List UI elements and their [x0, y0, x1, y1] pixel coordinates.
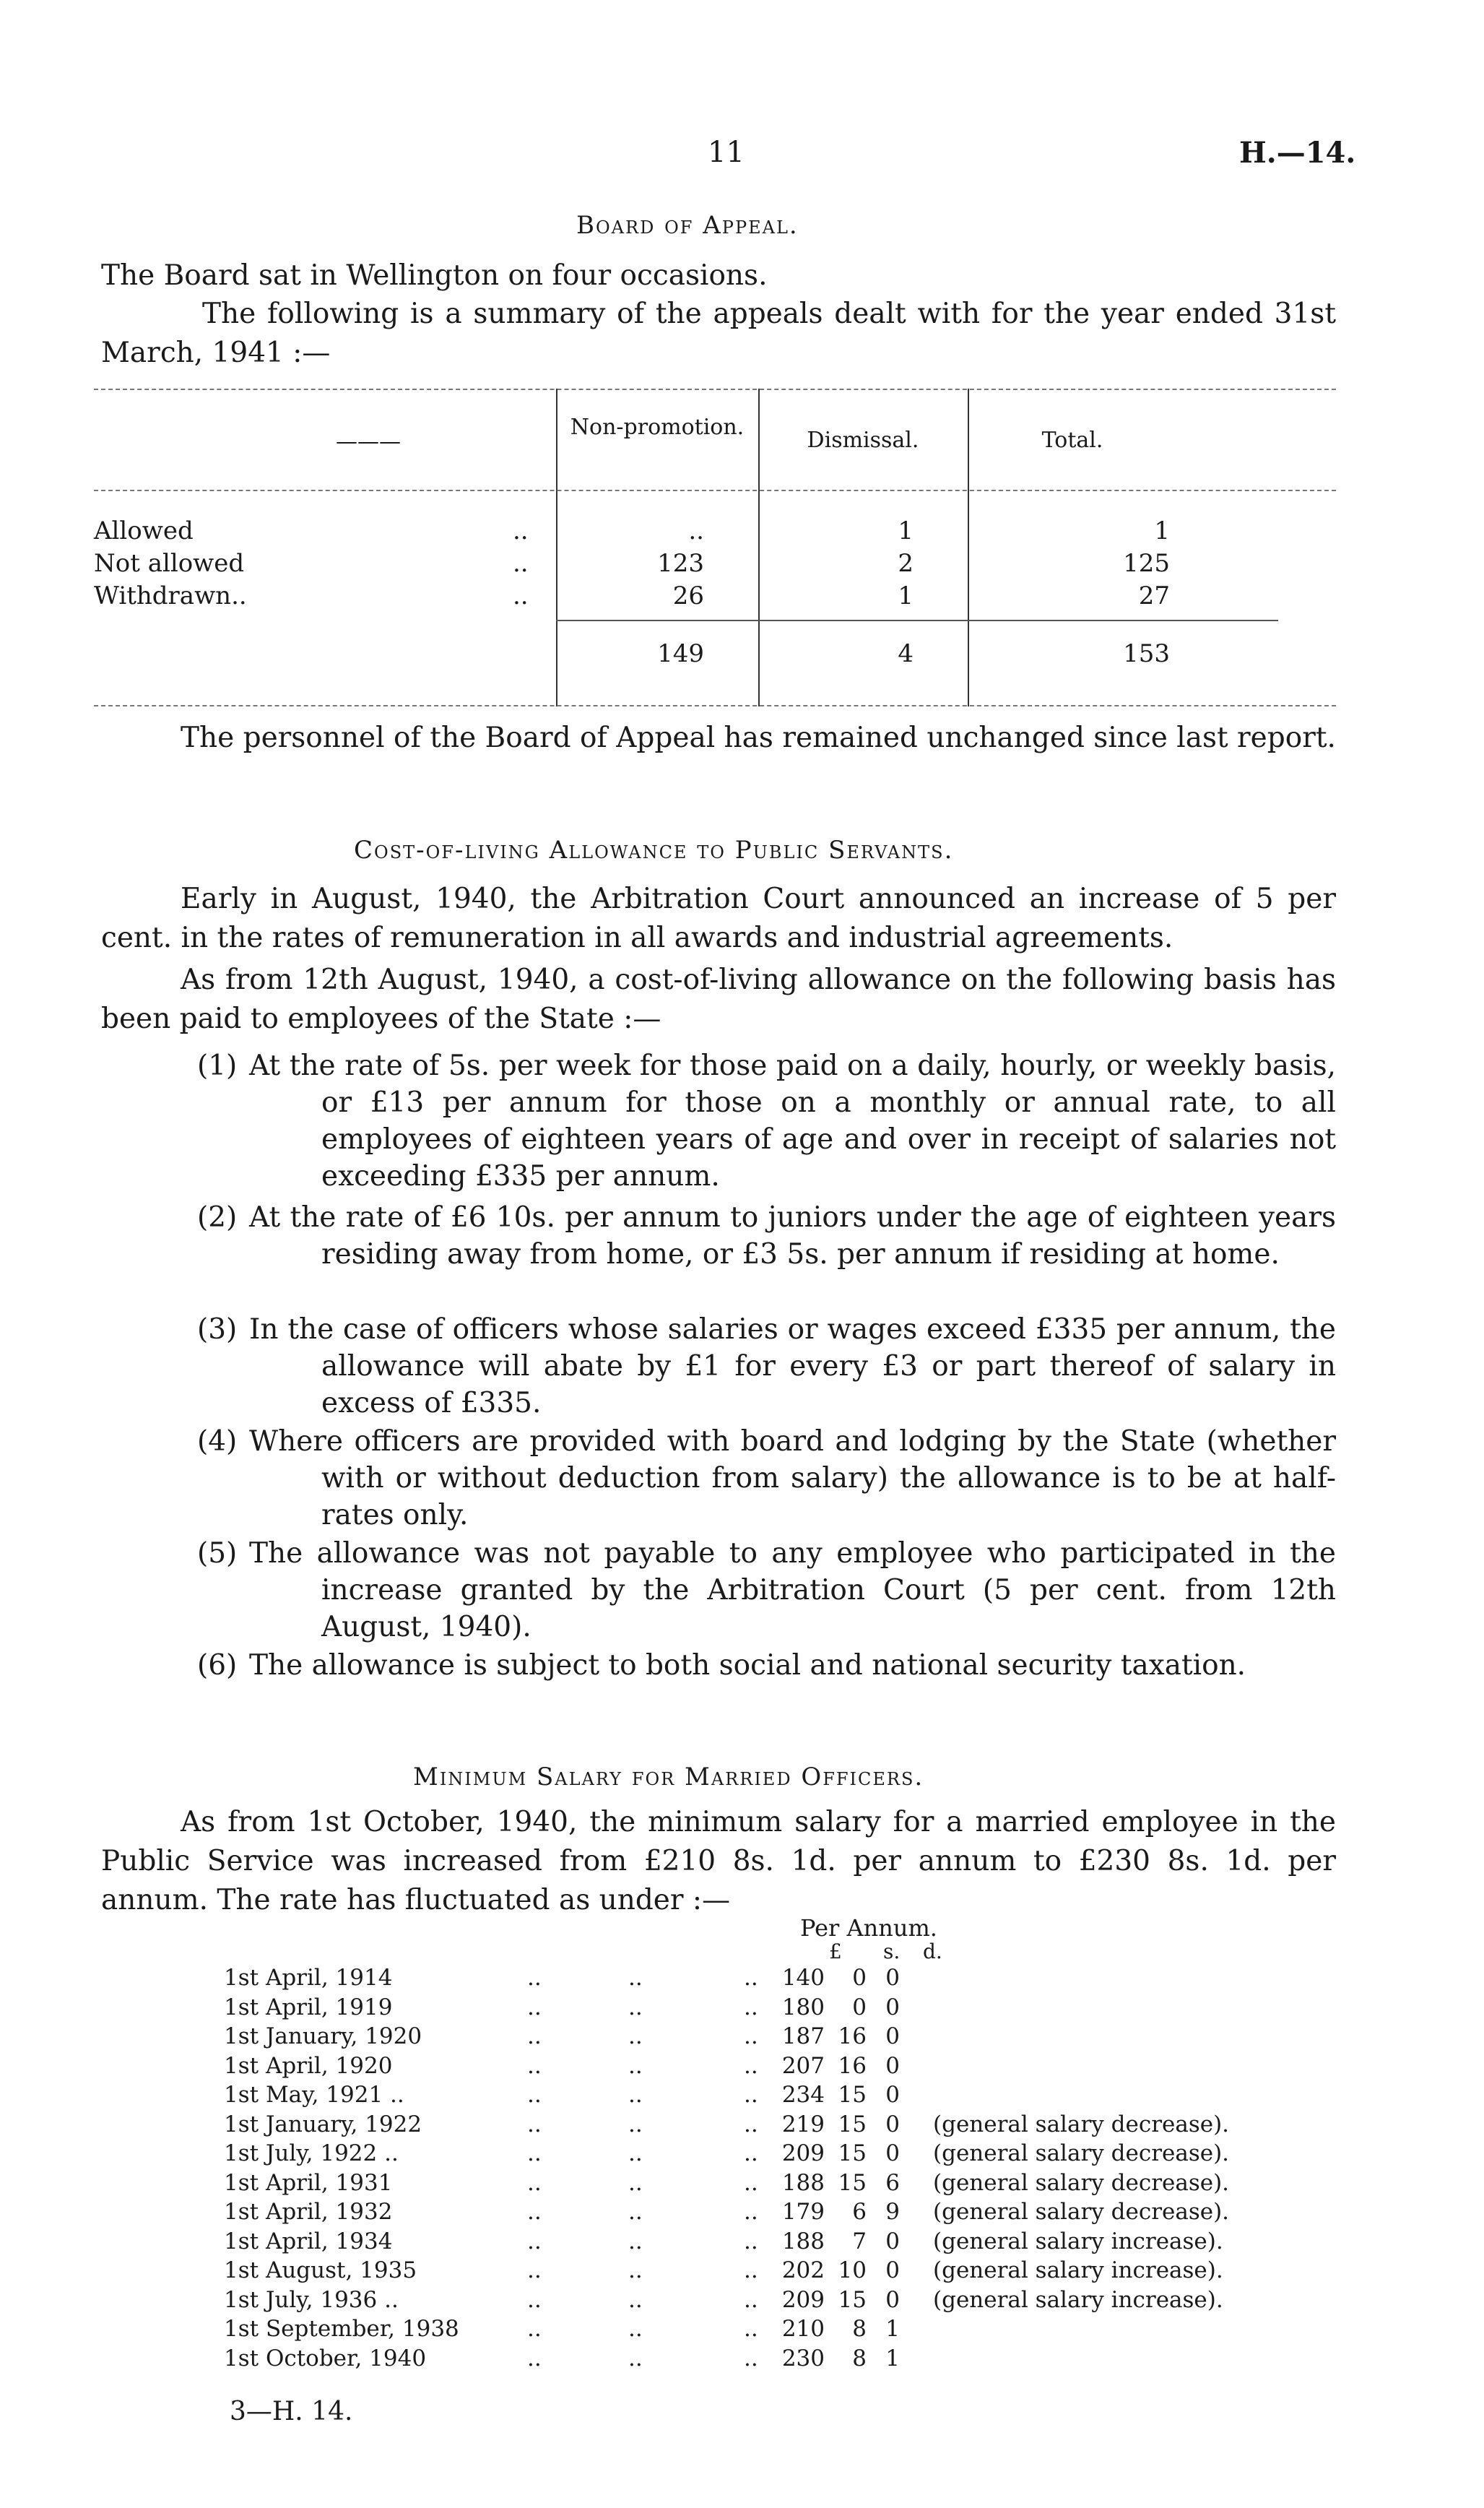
row-dots: .. [744, 2023, 758, 2049]
row-dots: .. [628, 2052, 643, 2079]
row-dots: .. [527, 2345, 542, 2371]
unit-pound: £ [829, 1940, 842, 1963]
salary-pounds: 209 [781, 2140, 825, 2166]
row-dots: .. [527, 2286, 542, 2313]
row-dots: .. [628, 2169, 643, 2196]
salary-pounds: 234 [781, 2082, 825, 2108]
row-dots: .. [628, 1994, 643, 2020]
list-item-number: (4) [197, 1425, 238, 1458]
document-reference: H.—14. [1239, 136, 1356, 170]
salary-shillings: 7 [852, 2228, 867, 2254]
row-dots: .. [513, 516, 529, 545]
list-item [197, 1047, 1336, 1195]
list-item-text: The allowance is subject to both social and national security taxation. [249, 1649, 1246, 1682]
list-item-number: (1) [197, 1050, 238, 1082]
salary-pounds: 180 [781, 1994, 825, 2020]
row-dots: .. [628, 2345, 643, 2371]
cell-not-allowed-dismissal: 2 [898, 549, 914, 578]
table-divider-2 [758, 389, 760, 706]
row-dots: .. [744, 2082, 758, 2108]
table-row [224, 2344, 1307, 2373]
cell-allowed-non-promotion: .. [688, 516, 704, 545]
salary-shillings: 16 [838, 2052, 867, 2079]
salary-date: 1st September, 1938 [224, 2316, 459, 2342]
salary-date: 1st April, 1920 [224, 2052, 393, 2079]
salary-shillings: 6 [852, 2199, 867, 2225]
list-item [197, 1647, 1336, 1684]
salary-note: (general salary increase). [933, 2228, 1223, 2254]
board-para-2: The following is a summary of the appeals dealt with for the year ended 31st March, 1941 :— [101, 298, 1336, 369]
cell-withdrawn-total: 27 [1138, 581, 1170, 610]
salary-date: 1st April, 1919 [224, 1994, 393, 2020]
list-item-number: (6) [197, 1649, 238, 1682]
row-label-not-allowed: Not allowed [94, 549, 245, 578]
table-row [224, 2051, 1307, 2080]
row-label-withdrawn: Withdrawn.. [94, 581, 247, 610]
table-row [224, 2168, 1307, 2197]
row-dots: .. [527, 1994, 542, 2020]
salary-shillings: 8 [852, 2316, 867, 2342]
salary-pence: 0 [885, 1994, 900, 2020]
table-row [224, 2227, 1307, 2256]
table-row [224, 2286, 1307, 2314]
col-header-dismissal: Dismissal. [807, 428, 919, 453]
row-dots: .. [628, 2257, 643, 2283]
salary-pence: 0 [885, 2023, 900, 2049]
row-dots: .. [628, 2199, 643, 2225]
salary-note: (general salary decrease). [933, 2111, 1230, 2137]
salary-date: 1st April, 1931 [224, 2169, 393, 2196]
board-of-appeal-heading: Board of Appeal. [576, 211, 799, 240]
list-item-text: In the case of officers whose salaries or wages exceed £335 per annum, the allowance will abate by £1 for every £3 or part thereof of salary in excess of £335. [249, 1313, 1336, 1419]
row-dots: .. [744, 2286, 758, 2313]
col-header-total: Total. [1041, 428, 1103, 453]
table-divider-1 [556, 389, 557, 706]
salary-pounds: 179 [781, 2199, 825, 2225]
total-non-promotion: 149 [657, 639, 704, 668]
minimum-salary-heading: Minimum Salary for Married Officers. [413, 1763, 924, 1791]
list-item-number: (3) [197, 1313, 238, 1346]
row-dots: .. [527, 2316, 542, 2342]
salary-pounds: 140 [781, 1965, 825, 1991]
salary-pence: 1 [885, 2316, 900, 2342]
salary-shillings: 16 [838, 2023, 867, 2049]
board-para-1: The Board sat in Wellington on four occasions. [101, 259, 768, 292]
salary-pence: 0 [885, 2111, 900, 2137]
table-row [224, 2197, 1307, 2226]
salary-pounds: 219 [781, 2111, 825, 2137]
cell-withdrawn-non-promotion: 26 [672, 581, 704, 610]
salary-pence: 0 [885, 2286, 900, 2313]
salary-pounds: 202 [781, 2257, 825, 2283]
salary-pence: 0 [885, 1965, 900, 1991]
salary-shillings: 15 [838, 2286, 867, 2313]
table-header-rule [94, 490, 1336, 491]
salary-pence: 0 [885, 2257, 900, 2283]
row-dots: .. [744, 2169, 758, 2196]
cost-of-living-heading: Cost-of-living Allowance to Public Servants. [354, 836, 954, 865]
unit-header-row [800, 1940, 1024, 1964]
row-dots: .. [744, 1965, 758, 1991]
salary-pounds: 188 [781, 2228, 825, 2254]
row-dots: .. [744, 2052, 758, 2079]
salary-pence: 9 [885, 2199, 900, 2225]
salary-shillings: 15 [838, 2082, 867, 2108]
min-salary-para-1: As from 1st October, 1940, the minimum salary for a married employee in the Public Service was increased from £210 8s. 1d. per annum to £230 8s. 1d. per annum. The rate has fluctuated as under :— [101, 1806, 1336, 1916]
row-dots: .. [744, 2345, 758, 2371]
salary-shillings: 15 [838, 2169, 867, 2196]
cell-not-allowed-total: 125 [1123, 549, 1170, 578]
table-row [224, 2080, 1307, 2109]
salary-shillings: 10 [838, 2257, 867, 2283]
salary-pounds: 207 [781, 2052, 825, 2079]
row-dots: .. [744, 2140, 758, 2166]
footer-signature: 3—H. 14. [230, 2397, 353, 2426]
row-label-allowed: Allowed [94, 516, 194, 545]
table-row [224, 2139, 1307, 2168]
row-dots: .. [744, 2199, 758, 2225]
salary-pounds: 188 [781, 2169, 825, 2196]
row-dots: .. [527, 2111, 542, 2137]
row-dots: .. [527, 2023, 542, 2049]
table-divider-3 [968, 389, 969, 706]
row-dots: .. [744, 2111, 758, 2137]
row-dots: .. [744, 2228, 758, 2254]
list-item-text: At the rate of £6 10s. per annum to juniors under the age of eighteen years residing away from home, or £3 5s. per annum if residing at home. [249, 1201, 1336, 1271]
table-row [224, 2256, 1307, 2285]
row-dots: .. [628, 2140, 643, 2166]
row-dots: .. [527, 2052, 542, 2079]
row-dots: .. [628, 2286, 643, 2313]
salary-pence: 0 [885, 2082, 900, 2108]
row-dots: .. [527, 1965, 542, 1991]
blank-header: ——— [336, 429, 401, 454]
table-top-rule [94, 389, 1336, 390]
table-row [224, 1963, 1307, 1992]
salary-date: 1st January, 1920 [224, 2023, 422, 2049]
salary-note: (general salary decrease). [933, 2199, 1230, 2225]
list-item [197, 1311, 1336, 1422]
list-item [197, 1423, 1336, 1534]
row-dots: .. [527, 2199, 542, 2225]
salary-shillings: 0 [852, 1965, 867, 1991]
cell-withdrawn-dismissal: 1 [898, 581, 914, 610]
salary-note: (general salary increase). [933, 2286, 1223, 2313]
salary-date: 1st January, 1922 [224, 2111, 422, 2137]
appeals-table [94, 389, 1336, 706]
salary-date: 1st October, 1940 [224, 2345, 427, 2371]
salary-pence: 1 [885, 2345, 900, 2371]
list-item [197, 1535, 1336, 1646]
salary-date: 1st April, 1934 [224, 2228, 393, 2254]
unit-shillings: s. [883, 1940, 901, 1963]
per-annum-header: Per Annum. [800, 1914, 937, 1942]
row-dots: .. [628, 2023, 643, 2049]
row-dots: .. [628, 2082, 643, 2108]
salary-date: 1st April, 1914 [224, 1965, 393, 1991]
row-dots: .. [527, 2140, 542, 2166]
unit-pence: d. [923, 1940, 942, 1963]
row-dots: .. [527, 2082, 542, 2108]
list-item-text: At the rate of 5s. per week for those paid on a daily, hourly, or weekly basis, or £13 per annum for those on a monthly or annual rate, to all employees of eighteen years of age and over in receipt of salaries not exceeding £335 per annum. [249, 1050, 1336, 1193]
cell-not-allowed-non-promotion: 123 [657, 549, 704, 578]
row-dots: .. [513, 549, 529, 578]
salary-pence: 0 [885, 2140, 900, 2166]
row-dots: .. [744, 1994, 758, 2020]
salary-shillings: 15 [838, 2140, 867, 2166]
row-dots: .. [628, 2111, 643, 2137]
row-dots: .. [628, 2316, 643, 2342]
row-dots: .. [744, 2316, 758, 2342]
cell-allowed-total: 1 [1154, 516, 1170, 545]
salary-pounds: 230 [781, 2345, 825, 2371]
salary-pounds: 209 [781, 2286, 825, 2313]
salary-pounds: 210 [781, 2316, 825, 2342]
row-dots: .. [527, 2169, 542, 2196]
total-dismissal: 4 [898, 639, 914, 668]
salary-pounds: 187 [781, 2023, 825, 2049]
totals-rule [556, 620, 1278, 621]
col-para-2: As from 12th August, 1940, a cost-of-living allowance on the following basis has been paid to employees of the State :— [101, 964, 1336, 1035]
row-dots: .. [527, 2257, 542, 2283]
salary-note: (general salary decrease). [933, 2140, 1230, 2166]
page-number: 11 [708, 136, 745, 169]
cell-allowed-dismissal: 1 [898, 516, 914, 545]
row-dots: .. [513, 581, 529, 610]
table-bottom-rule [94, 705, 1336, 706]
salary-shillings: 15 [838, 2111, 867, 2137]
salary-date: 1st May, 1921 .. [224, 2082, 404, 2108]
row-dots: .. [628, 2228, 643, 2254]
salary-date: 1st July, 1936 .. [224, 2286, 399, 2313]
salary-date: 1st April, 1932 [224, 2199, 393, 2225]
salary-date: 1st August, 1935 [224, 2257, 417, 2283]
total-total: 153 [1123, 639, 1170, 668]
table-row [224, 2314, 1307, 2343]
row-dots: .. [744, 2257, 758, 2283]
list-item [197, 1199, 1336, 1273]
table-row [224, 2110, 1307, 2139]
salary-pence: 0 [885, 2228, 900, 2254]
table-row [224, 1993, 1307, 2022]
list-item-number: (5) [197, 1537, 238, 1570]
col-header-non-promotion: Non-promotion. [570, 415, 745, 440]
salary-pence: 0 [885, 2052, 900, 2079]
salary-date: 1st July, 1922 .. [224, 2140, 399, 2166]
list-item-text: Where officers are provided with board and lodging by the State (whether with or without deduction from salary) the allowance is to be at half-rates only. [249, 1425, 1336, 1531]
row-dots: .. [628, 1965, 643, 1991]
table-row [224, 2022, 1307, 2051]
col-para-1: Early in August, 1940, the Arbitration Court announced an increase of 5 per cent. in the rates of remuneration in all awards and industrial agreements. [101, 883, 1336, 954]
salary-pence: 6 [885, 2169, 900, 2196]
salary-note: (general salary decrease). [933, 2169, 1230, 2196]
row-dots: .. [527, 2228, 542, 2254]
salary-shillings: 0 [852, 1994, 867, 2020]
salary-shillings: 8 [852, 2345, 867, 2371]
salary-note: (general salary increase). [933, 2257, 1223, 2283]
board-para-3: The personnel of the Board of Appeal has remained unchanged since last report. [181, 722, 1336, 754]
list-item-text: The allowance was not payable to any employee who participated in the increase granted by the Arbitration Court (5 per cent. from 12th August, 1940). [249, 1537, 1336, 1643]
list-item-number: (2) [197, 1201, 238, 1234]
